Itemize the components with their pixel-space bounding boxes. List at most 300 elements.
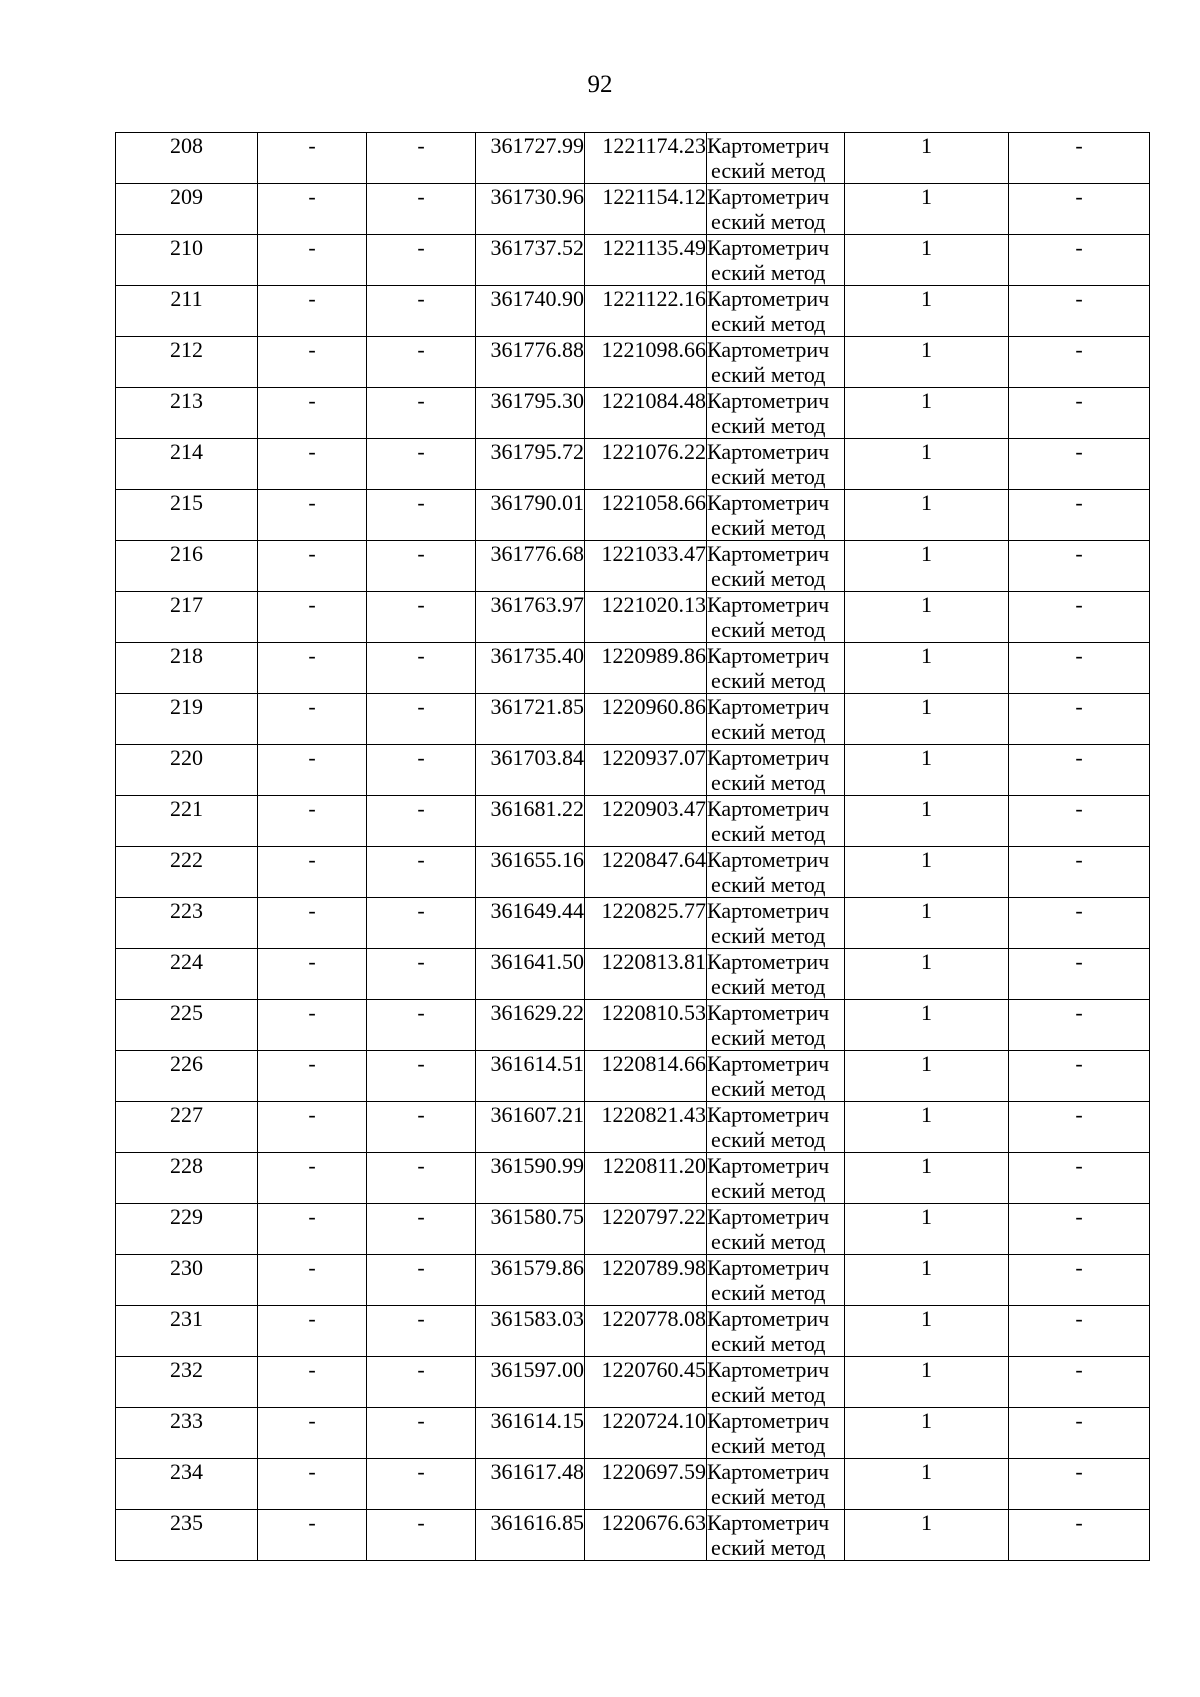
method-cell xyxy=(707,1510,845,1561)
point-number-cell: 223 xyxy=(116,898,258,949)
col3-cell: - xyxy=(367,1153,476,1204)
method-text-line2: еский метод xyxy=(711,872,826,897)
col2-cell: - xyxy=(258,184,367,235)
accuracy-cell: 1 xyxy=(845,1000,1009,1051)
table-row xyxy=(116,796,1150,847)
method-text-line1: Картометрич xyxy=(707,1408,830,1433)
col2-cell: - xyxy=(258,286,367,337)
method-text-line2: еский метод xyxy=(711,617,826,642)
method-cell xyxy=(707,745,845,796)
col2-cell: - xyxy=(258,1408,367,1459)
col8-cell: - xyxy=(1009,1204,1150,1255)
y-coordinate-cell: 1220960.86 xyxy=(585,694,707,745)
method-text-line2: еский метод xyxy=(711,158,826,183)
x-coordinate-cell: 361721.85 xyxy=(476,694,585,745)
method-text-line1: Картометрич xyxy=(707,796,830,821)
col3-cell: - xyxy=(367,1204,476,1255)
y-coordinate-cell: 1220778.08 xyxy=(585,1306,707,1357)
col8-cell: - xyxy=(1009,541,1150,592)
method-text-line2: еский метод xyxy=(711,719,826,744)
point-number-cell: 226 xyxy=(116,1051,258,1102)
method-text-line1: Картометрич xyxy=(707,643,830,668)
table-row xyxy=(116,1204,1150,1255)
method-text-line2: еский метод xyxy=(711,923,826,948)
point-number-cell: 217 xyxy=(116,592,258,643)
point-number-cell: 221 xyxy=(116,796,258,847)
x-coordinate-cell: 361790.01 xyxy=(476,490,585,541)
col3-cell: - xyxy=(367,133,476,184)
x-coordinate-cell: 361590.99 xyxy=(476,1153,585,1204)
method-cell xyxy=(707,847,845,898)
x-coordinate-cell: 361730.96 xyxy=(476,184,585,235)
table-row xyxy=(116,1102,1150,1153)
method-text-line2: еский метод xyxy=(711,464,826,489)
point-number-cell: 210 xyxy=(116,235,258,286)
table-row xyxy=(116,1306,1150,1357)
col2-cell: - xyxy=(258,1510,367,1561)
table-row xyxy=(116,898,1150,949)
point-number-cell: 208 xyxy=(116,133,258,184)
x-coordinate-cell: 361740.90 xyxy=(476,286,585,337)
accuracy-cell: 1 xyxy=(845,1408,1009,1459)
table-row xyxy=(116,643,1150,694)
method-cell xyxy=(707,1153,845,1204)
point-number-cell: 209 xyxy=(116,184,258,235)
col3-cell: - xyxy=(367,1408,476,1459)
point-number-cell: 224 xyxy=(116,949,258,1000)
method-text-line1: Картометрич xyxy=(707,1459,830,1484)
accuracy-cell: 1 xyxy=(845,286,1009,337)
point-number-cell: 234 xyxy=(116,1459,258,1510)
table-row xyxy=(116,1255,1150,1306)
point-number-cell: 222 xyxy=(116,847,258,898)
method-cell xyxy=(707,1051,845,1102)
method-text-line1: Картометрич xyxy=(707,1153,830,1178)
method-text-line2: еский метод xyxy=(711,311,826,336)
method-text-line2: еский метод xyxy=(711,1433,826,1458)
method-text-line1: Картометрич xyxy=(707,439,830,464)
col2-cell: - xyxy=(258,1459,367,1510)
method-text-line1: Картометрич xyxy=(707,184,830,209)
accuracy-cell: 1 xyxy=(845,1102,1009,1153)
x-coordinate-cell: 361655.16 xyxy=(476,847,585,898)
method-text-line1: Картометрич xyxy=(707,1255,830,1280)
method-text-line2: еский метод xyxy=(711,260,826,285)
accuracy-cell: 1 xyxy=(845,949,1009,1000)
col8-cell: - xyxy=(1009,898,1150,949)
method-text-line1: Картометрич xyxy=(707,1000,830,1025)
col8-cell: - xyxy=(1009,643,1150,694)
x-coordinate-cell: 361737.52 xyxy=(476,235,585,286)
col3-cell: - xyxy=(367,1000,476,1051)
accuracy-cell: 1 xyxy=(845,490,1009,541)
method-text-line2: еский метод xyxy=(711,362,826,387)
x-coordinate-cell: 361583.03 xyxy=(476,1306,585,1357)
method-text-line2: еский метод xyxy=(711,821,826,846)
col8-cell: - xyxy=(1009,1408,1150,1459)
x-coordinate-cell: 361776.68 xyxy=(476,541,585,592)
point-number-cell: 225 xyxy=(116,1000,258,1051)
method-cell xyxy=(707,1408,845,1459)
point-number-cell: 218 xyxy=(116,643,258,694)
x-coordinate-cell: 361617.48 xyxy=(476,1459,585,1510)
col8-cell: - xyxy=(1009,388,1150,439)
method-text-line1: Картометрич xyxy=(707,388,830,413)
method-cell xyxy=(707,286,845,337)
table-row xyxy=(116,694,1150,745)
method-cell xyxy=(707,1000,845,1051)
method-text-line1: Картометрич xyxy=(707,1357,830,1382)
point-number-cell: 227 xyxy=(116,1102,258,1153)
accuracy-cell: 1 xyxy=(845,1510,1009,1561)
accuracy-cell: 1 xyxy=(845,337,1009,388)
method-text-line2: еский метод xyxy=(711,1280,826,1305)
method-text-line1: Картометрич xyxy=(707,490,830,515)
x-coordinate-cell: 361776.88 xyxy=(476,337,585,388)
method-cell xyxy=(707,694,845,745)
col8-cell: - xyxy=(1009,1102,1150,1153)
col3-cell: - xyxy=(367,337,476,388)
point-number-cell: 231 xyxy=(116,1306,258,1357)
point-number-cell: 232 xyxy=(116,1357,258,1408)
y-coordinate-cell: 1220821.43 xyxy=(585,1102,707,1153)
table-row xyxy=(116,439,1150,490)
method-text-line2: еский метод xyxy=(711,1229,826,1254)
y-coordinate-cell: 1220789.98 xyxy=(585,1255,707,1306)
col3-cell: - xyxy=(367,592,476,643)
col2-cell: - xyxy=(258,847,367,898)
table-row xyxy=(116,949,1150,1000)
method-text-line2: еский метод xyxy=(711,1127,826,1152)
col8-cell: - xyxy=(1009,1255,1150,1306)
method-cell xyxy=(707,1459,845,1510)
y-coordinate-cell: 1221098.66 xyxy=(585,337,707,388)
table-row xyxy=(116,1153,1150,1204)
y-coordinate-cell: 1221135.49 xyxy=(585,235,707,286)
point-number-cell: 215 xyxy=(116,490,258,541)
table-row xyxy=(116,745,1150,796)
col8-cell: - xyxy=(1009,1510,1150,1561)
x-coordinate-cell: 361580.75 xyxy=(476,1204,585,1255)
method-text-line2: еский метод xyxy=(711,1484,826,1509)
col8-cell: - xyxy=(1009,592,1150,643)
x-coordinate-cell: 361614.51 xyxy=(476,1051,585,1102)
table-body xyxy=(116,133,1150,1561)
method-cell xyxy=(707,1204,845,1255)
point-number-cell: 229 xyxy=(116,1204,258,1255)
method-cell xyxy=(707,949,845,1000)
accuracy-cell: 1 xyxy=(845,1357,1009,1408)
col8-cell: - xyxy=(1009,745,1150,796)
y-coordinate-cell: 1221174.23 xyxy=(585,133,707,184)
x-coordinate-cell: 361681.22 xyxy=(476,796,585,847)
col3-cell: - xyxy=(367,949,476,1000)
y-coordinate-cell: 1220676.63 xyxy=(585,1510,707,1561)
col8-cell: - xyxy=(1009,133,1150,184)
col3-cell: - xyxy=(367,1306,476,1357)
col2-cell: - xyxy=(258,1051,367,1102)
y-coordinate-cell: 1220937.07 xyxy=(585,745,707,796)
y-coordinate-cell: 1221122.16 xyxy=(585,286,707,337)
method-cell xyxy=(707,592,845,643)
x-coordinate-cell: 361735.40 xyxy=(476,643,585,694)
method-text-line1: Картометрич xyxy=(707,541,830,566)
accuracy-cell: 1 xyxy=(845,235,1009,286)
x-coordinate-cell: 361614.15 xyxy=(476,1408,585,1459)
x-coordinate-cell: 361641.50 xyxy=(476,949,585,1000)
method-text-line1: Картометрич xyxy=(707,1306,830,1331)
point-number-cell: 212 xyxy=(116,337,258,388)
accuracy-cell: 1 xyxy=(845,643,1009,694)
y-coordinate-cell: 1220797.22 xyxy=(585,1204,707,1255)
accuracy-cell: 1 xyxy=(845,847,1009,898)
table-row xyxy=(116,592,1150,643)
method-cell xyxy=(707,796,845,847)
method-cell xyxy=(707,1255,845,1306)
table-row xyxy=(116,184,1150,235)
col8-cell: - xyxy=(1009,1459,1150,1510)
coordinates-table xyxy=(115,132,1150,1561)
col3-cell: - xyxy=(367,1459,476,1510)
col8-cell: - xyxy=(1009,1306,1150,1357)
col2-cell: - xyxy=(258,694,367,745)
table-row xyxy=(116,1459,1150,1510)
method-text-line2: еский метод xyxy=(711,515,826,540)
y-coordinate-cell: 1221154.12 xyxy=(585,184,707,235)
col8-cell: - xyxy=(1009,235,1150,286)
point-number-cell: 219 xyxy=(116,694,258,745)
col2-cell: - xyxy=(258,490,367,541)
method-text-line1: Картометрич xyxy=(707,847,830,872)
y-coordinate-cell: 1220903.47 xyxy=(585,796,707,847)
col3-cell: - xyxy=(367,1255,476,1306)
col3-cell: - xyxy=(367,745,476,796)
y-coordinate-cell: 1221020.13 xyxy=(585,592,707,643)
table-row xyxy=(116,1051,1150,1102)
col3-cell: - xyxy=(367,235,476,286)
page-number: 92 xyxy=(587,71,613,98)
accuracy-cell: 1 xyxy=(845,133,1009,184)
method-cell xyxy=(707,1102,845,1153)
method-text-line2: еский метод xyxy=(711,1076,826,1101)
col3-cell: - xyxy=(367,796,476,847)
col2-cell: - xyxy=(258,643,367,694)
col2-cell: - xyxy=(258,898,367,949)
x-coordinate-cell: 361616.85 xyxy=(476,1510,585,1561)
method-cell xyxy=(707,1357,845,1408)
col2-cell: - xyxy=(258,541,367,592)
col8-cell: - xyxy=(1009,847,1150,898)
method-cell xyxy=(707,541,845,592)
point-number-cell: 216 xyxy=(116,541,258,592)
method-cell xyxy=(707,439,845,490)
method-cell xyxy=(707,235,845,286)
col3-cell: - xyxy=(367,1051,476,1102)
point-number-cell: 214 xyxy=(116,439,258,490)
table-row xyxy=(116,1510,1150,1561)
col8-cell: - xyxy=(1009,694,1150,745)
method-text-line1: Картометрич xyxy=(707,694,830,719)
table-row xyxy=(116,1408,1150,1459)
method-text-line2: еский метод xyxy=(711,413,826,438)
method-text-line1: Картометрич xyxy=(707,1510,830,1535)
col8-cell: - xyxy=(1009,1000,1150,1051)
col8-cell: - xyxy=(1009,1051,1150,1102)
col3-cell: - xyxy=(367,1102,476,1153)
point-number-cell: 235 xyxy=(116,1510,258,1561)
y-coordinate-cell: 1220813.81 xyxy=(585,949,707,1000)
col3-cell: - xyxy=(367,439,476,490)
method-text-line1: Картометрич xyxy=(707,1051,830,1076)
table-row xyxy=(116,286,1150,337)
accuracy-cell: 1 xyxy=(845,184,1009,235)
method-cell xyxy=(707,898,845,949)
x-coordinate-cell: 361795.30 xyxy=(476,388,585,439)
x-coordinate-cell: 361597.00 xyxy=(476,1357,585,1408)
point-number-cell: 228 xyxy=(116,1153,258,1204)
y-coordinate-cell: 1220724.10 xyxy=(585,1408,707,1459)
col8-cell: - xyxy=(1009,286,1150,337)
y-coordinate-cell: 1220810.53 xyxy=(585,1000,707,1051)
method-text-line2: еский метод xyxy=(711,1535,826,1560)
accuracy-cell: 1 xyxy=(845,796,1009,847)
method-text-line1: Картометрич xyxy=(707,337,830,362)
point-number-cell: 220 xyxy=(116,745,258,796)
method-text-line1: Картометрич xyxy=(707,133,830,158)
method-text-line2: еский метод xyxy=(711,1331,826,1356)
x-coordinate-cell: 361727.99 xyxy=(476,133,585,184)
accuracy-cell: 1 xyxy=(845,1153,1009,1204)
method-text-line1: Картометрич xyxy=(707,1102,830,1127)
x-coordinate-cell: 361703.84 xyxy=(476,745,585,796)
col8-cell: - xyxy=(1009,439,1150,490)
col8-cell: - xyxy=(1009,1357,1150,1408)
table-row xyxy=(116,1357,1150,1408)
method-text-line2: еский метод xyxy=(711,974,826,999)
col3-cell: - xyxy=(367,184,476,235)
table-row xyxy=(116,388,1150,439)
method-text-line1: Картометрич xyxy=(707,1204,830,1229)
y-coordinate-cell: 1220989.86 xyxy=(585,643,707,694)
y-coordinate-cell: 1220825.77 xyxy=(585,898,707,949)
method-text-line1: Картометрич xyxy=(707,745,830,770)
x-coordinate-cell: 361795.72 xyxy=(476,439,585,490)
method-cell xyxy=(707,643,845,694)
y-coordinate-cell: 1221033.47 xyxy=(585,541,707,592)
col2-cell: - xyxy=(258,337,367,388)
accuracy-cell: 1 xyxy=(845,541,1009,592)
accuracy-cell: 1 xyxy=(845,1306,1009,1357)
col3-cell: - xyxy=(367,1357,476,1408)
col2-cell: - xyxy=(258,235,367,286)
x-coordinate-cell: 361579.86 xyxy=(476,1255,585,1306)
col3-cell: - xyxy=(367,388,476,439)
method-cell xyxy=(707,184,845,235)
accuracy-cell: 1 xyxy=(845,388,1009,439)
col3-cell: - xyxy=(367,643,476,694)
col3-cell: - xyxy=(367,490,476,541)
col2-cell: - xyxy=(258,1153,367,1204)
x-coordinate-cell: 361629.22 xyxy=(476,1000,585,1051)
y-coordinate-cell: 1220847.64 xyxy=(585,847,707,898)
y-coordinate-cell: 1220697.59 xyxy=(585,1459,707,1510)
col3-cell: - xyxy=(367,694,476,745)
col8-cell: - xyxy=(1009,796,1150,847)
method-text-line2: еский метод xyxy=(711,1025,826,1050)
point-number-cell: 211 xyxy=(116,286,258,337)
col8-cell: - xyxy=(1009,490,1150,541)
method-text-line2: еский метод xyxy=(711,1178,826,1203)
col2-cell: - xyxy=(258,388,367,439)
table-row xyxy=(116,235,1150,286)
point-number-cell: 230 xyxy=(116,1255,258,1306)
point-number-cell: 213 xyxy=(116,388,258,439)
y-coordinate-cell: 1220811.20 xyxy=(585,1153,707,1204)
table-row xyxy=(116,490,1150,541)
method-text-line2: еский метод xyxy=(711,770,826,795)
y-coordinate-cell: 1220760.45 xyxy=(585,1357,707,1408)
method-text-line1: Картометрич xyxy=(707,949,830,974)
method-text-line1: Картометрич xyxy=(707,898,830,923)
method-text-line2: еский метод xyxy=(711,209,826,234)
table-row xyxy=(116,133,1150,184)
accuracy-cell: 1 xyxy=(845,1459,1009,1510)
accuracy-cell: 1 xyxy=(845,898,1009,949)
x-coordinate-cell: 361763.97 xyxy=(476,592,585,643)
col2-cell: - xyxy=(258,1306,367,1357)
y-coordinate-cell: 1221084.48 xyxy=(585,388,707,439)
x-coordinate-cell: 361649.44 xyxy=(476,898,585,949)
table-row xyxy=(116,847,1150,898)
col2-cell: - xyxy=(258,1255,367,1306)
point-number-cell: 233 xyxy=(116,1408,258,1459)
col3-cell: - xyxy=(367,286,476,337)
accuracy-cell: 1 xyxy=(845,592,1009,643)
col8-cell: - xyxy=(1009,184,1150,235)
col2-cell: - xyxy=(258,133,367,184)
col2-cell: - xyxy=(258,745,367,796)
method-text-line1: Картометрич xyxy=(707,592,830,617)
method-text-line2: еский метод xyxy=(711,1382,826,1407)
col8-cell: - xyxy=(1009,949,1150,1000)
method-cell xyxy=(707,337,845,388)
col3-cell: - xyxy=(367,541,476,592)
col2-cell: - xyxy=(258,439,367,490)
method-text-line2: еский метод xyxy=(711,668,826,693)
col8-cell: - xyxy=(1009,1153,1150,1204)
col8-cell: - xyxy=(1009,337,1150,388)
col3-cell: - xyxy=(367,898,476,949)
col2-cell: - xyxy=(258,592,367,643)
accuracy-cell: 1 xyxy=(845,1204,1009,1255)
method-text-line1: Картометрич xyxy=(707,286,830,311)
col3-cell: - xyxy=(367,847,476,898)
col2-cell: - xyxy=(258,796,367,847)
col2-cell: - xyxy=(258,1102,367,1153)
accuracy-cell: 1 xyxy=(845,1051,1009,1102)
table-row xyxy=(116,1000,1150,1051)
accuracy-cell: 1 xyxy=(845,694,1009,745)
y-coordinate-cell: 1220814.66 xyxy=(585,1051,707,1102)
accuracy-cell: 1 xyxy=(845,1255,1009,1306)
accuracy-cell: 1 xyxy=(845,439,1009,490)
method-cell xyxy=(707,388,845,439)
table-row xyxy=(116,541,1150,592)
col3-cell: - xyxy=(367,1510,476,1561)
col2-cell: - xyxy=(258,1000,367,1051)
col2-cell: - xyxy=(258,1204,367,1255)
method-cell xyxy=(707,490,845,541)
